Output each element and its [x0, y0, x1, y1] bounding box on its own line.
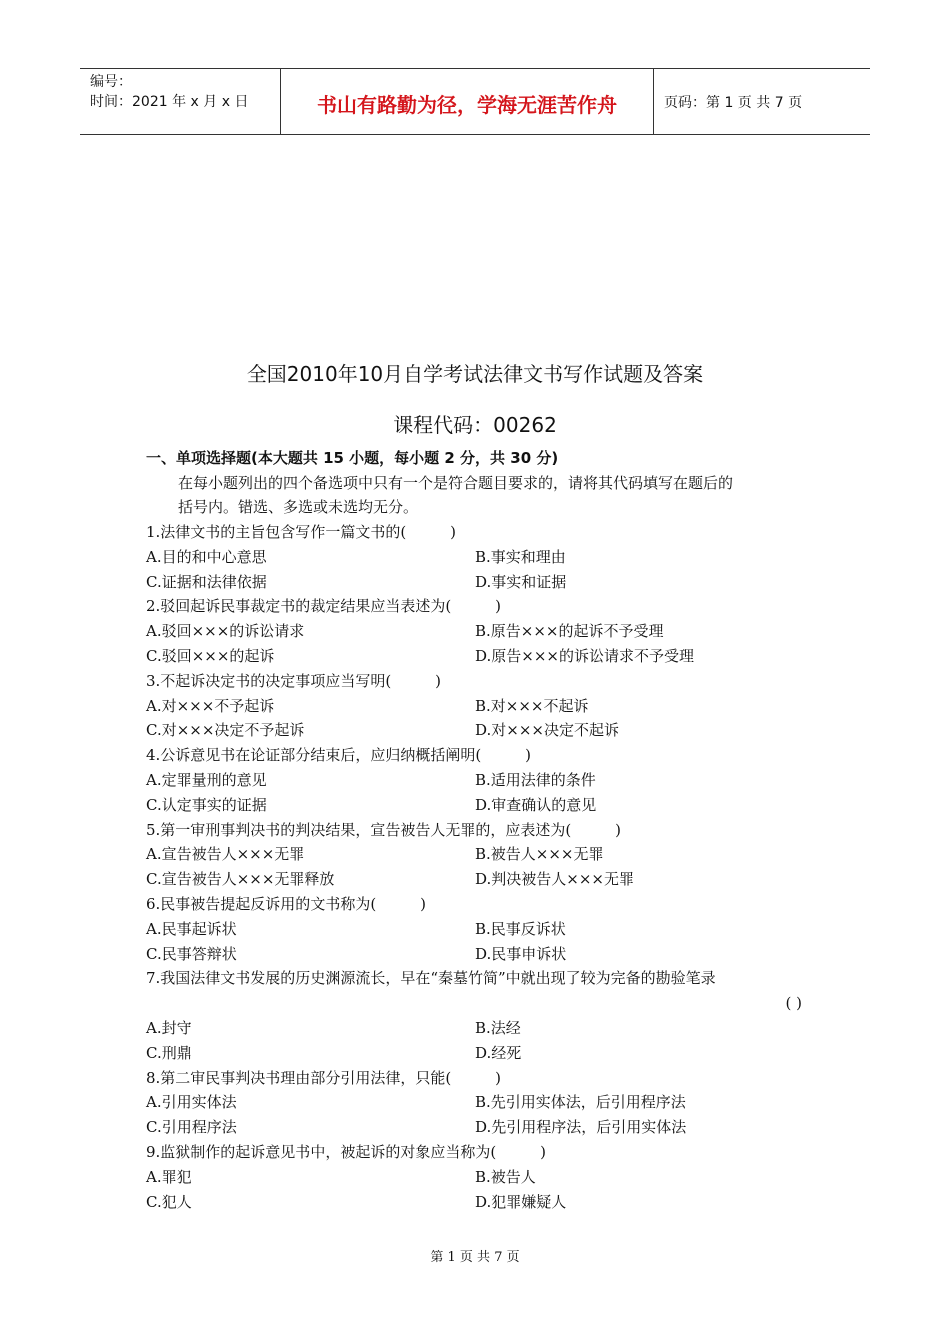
question-stem: 6.民事被告提起反诉用的文书称为( ) [146, 894, 427, 913]
option-a: A.定罪量刑的意见 [146, 770, 267, 789]
option-b: B.法经 [475, 1018, 521, 1037]
section-intro [146, 446, 826, 520]
option-a: A.引用实体法 [146, 1093, 237, 1112]
motto: 书山有路勤为径，学海无涯苦作舟 [280, 69, 654, 134]
question-stem: 2.驳回起诉民事裁定书的裁定结果应当表述为( ) [146, 597, 502, 616]
question-stem: 3.不起诉决定书的决定事项应当写明( ) [146, 671, 442, 690]
number-label: 编号： [90, 74, 132, 90]
section-heading: 一、单项选择题(本大题共 15 小题，每小题 2 分，共 30 分) [146, 449, 559, 467]
option-a: A.罪犯 [146, 1167, 192, 1186]
question-stem: 1.法律文书的主旨包含写作一篇文书的( ) [146, 523, 457, 541]
question-1 [146, 520, 826, 594]
option-b: B.适用法律的条件 [475, 770, 596, 789]
option-b: B.被告人×××无罪 [475, 845, 604, 864]
option-d: D.犯罪嫌疑人 [475, 1192, 567, 1211]
question-stem: 5.第一审刑事判决书的判决结果，宣告被告人无罪的，应表述为( ) [146, 820, 622, 839]
option-c: C.刑鼎 [146, 1043, 192, 1062]
option-d: D.对×××决定不起诉 [475, 721, 619, 740]
option-c: C.引用程序法 [146, 1118, 237, 1137]
question-7 [146, 966, 826, 1065]
option-a: A.驳回×××的诉讼请求 [146, 622, 305, 641]
option-a: A.民事起诉状 [146, 919, 237, 938]
option-a: A.宣告被告人×××无罪 [146, 845, 305, 864]
page-header [80, 68, 870, 135]
question-5 [146, 818, 826, 892]
question-9 [146, 1140, 826, 1214]
option-d: D.民事申诉状 [475, 944, 567, 963]
question-3 [146, 669, 826, 743]
instruction-line-2: 括号内。错选、多选或未选均无分。 [178, 498, 419, 516]
question-8 [146, 1066, 826, 1140]
option-d: D.经死 [475, 1043, 522, 1062]
question-stem: 7.我国法律文书发展的历史渊源流长，早在“秦墓竹简”中就出现了较为完备的勘验笔录 [146, 969, 716, 988]
instruction-line-1: 在每小题列出的四个备选项中只有一个是符合题目要求的，请将其代码填写在题后的 [178, 473, 734, 492]
option-c: C.驳回×××的起诉 [146, 646, 275, 665]
option-c: C.犯人 [146, 1192, 192, 1211]
option-c: C.证据和法律依据 [146, 572, 267, 591]
option-b: B.原告×××的起诉不予受理 [475, 622, 664, 641]
option-a: A.目的和中心意思 [146, 547, 267, 566]
option-d: D.判决被告人×××无罪 [475, 870, 634, 889]
option-b: B.先引用实体法，后引用程序法 [475, 1093, 686, 1112]
header-meta [80, 69, 280, 134]
option-a: A.对×××不予起诉 [146, 696, 275, 715]
option-b: B.对×××不起诉 [475, 696, 589, 715]
option-b: B.事实和理由 [475, 547, 566, 566]
course-code: 课程代码：00262 [393, 413, 557, 437]
option-d: D.先引用程序法，后引用实体法 [475, 1118, 687, 1137]
page-footer: 第 1 页 共 7 页 [430, 1250, 520, 1265]
answer-parenthesis: ( ) [785, 994, 802, 1013]
option-b: B.被告人 [475, 1167, 536, 1186]
question-4 [146, 743, 826, 817]
option-d: D.审查确认的意见 [475, 795, 597, 814]
question-list [146, 520, 826, 1214]
question-6 [146, 892, 826, 966]
question-2 [146, 594, 826, 668]
option-c: C.对×××决定不予起诉 [146, 721, 305, 740]
option-d: D.原告×××的诉讼请求不予受理 [475, 646, 694, 665]
option-c: C.民事答辩状 [146, 944, 237, 963]
question-stem: 9.监狱制作的起诉意见书中，被起诉的对象应当称为( ) [146, 1142, 547, 1161]
question-stem: 4.公诉意见书在论证部分结束后，应归纳概括阐明( ) [146, 746, 532, 765]
option-c: C.认定事实的证据 [146, 795, 267, 814]
exam-title: 全国2010年10月自学考试法律文书写作试题及答案 [246, 362, 704, 386]
option-d: D.事实和证据 [475, 572, 567, 591]
option-a: A.封守 [146, 1018, 192, 1037]
time-label: 时间：2021 年 x 月 x 日 [90, 94, 249, 110]
option-c: C.宣告被告人×××无罪释放 [146, 870, 335, 889]
question-stem: 8.第二审民事判决书理由部分引用法律，只能( ) [146, 1068, 502, 1087]
option-b: B.民事反诉状 [475, 919, 566, 938]
page-indicator: 页码：第 1 页 共 7 页 [664, 94, 803, 111]
